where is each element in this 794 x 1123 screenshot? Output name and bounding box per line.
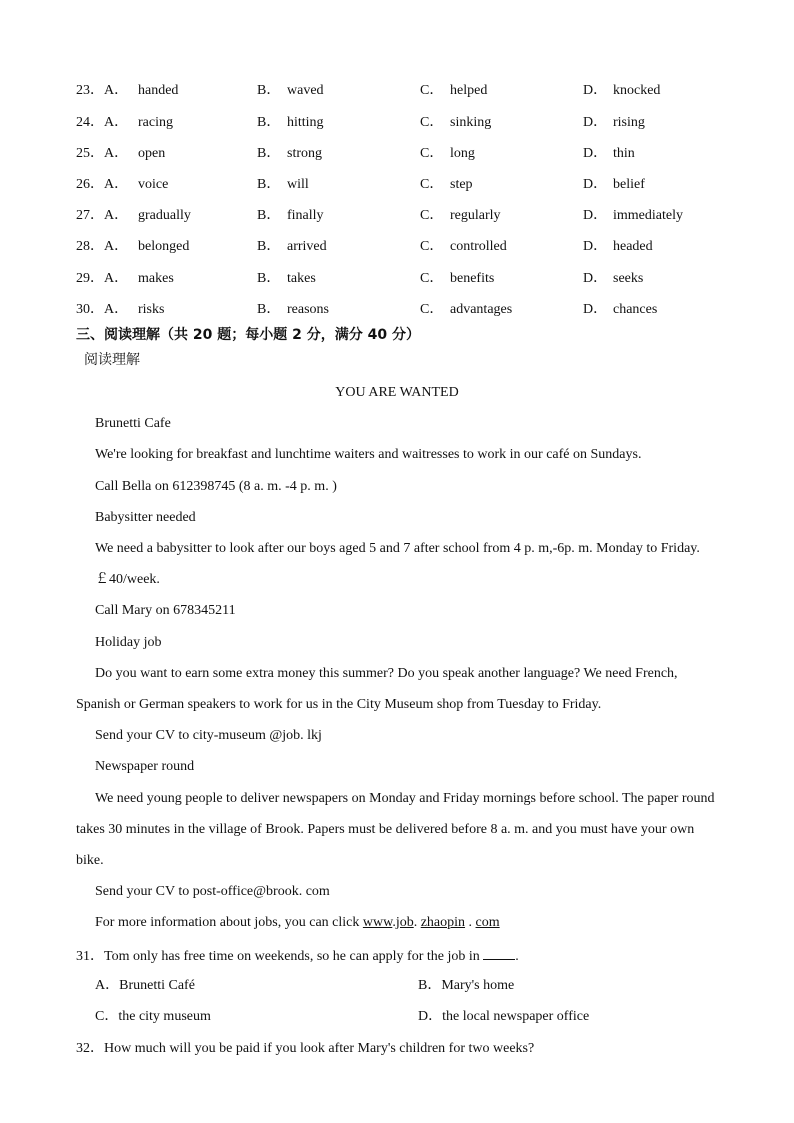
- option-b-label: B．: [257, 177, 281, 192]
- cloze-row: [0, 175, 794, 195]
- question-number: 29．: [76, 271, 104, 286]
- option-a-label: A．: [104, 302, 129, 317]
- option-b-text: will: [287, 177, 309, 192]
- option-b-text: hitting: [287, 115, 324, 130]
- ad2-contact: Call Mary on 678345211: [95, 603, 236, 618]
- option-b-text: strong: [287, 146, 322, 161]
- link-com[interactable]: com: [475, 915, 500, 930]
- option-b-text: arrived: [287, 239, 327, 254]
- option-b-label: B．: [257, 115, 281, 130]
- option-d-text: rising: [613, 115, 645, 130]
- option-b-label: B．: [257, 83, 281, 98]
- ad4-body-line1: We need young people to deliver newspapers on Monday and Friday mornings before school. The paper round: [95, 791, 715, 806]
- option-d-text: knocked: [613, 83, 661, 98]
- option-d-label: D．: [583, 115, 608, 130]
- ad4-contact: Send your CV to post-office@brook. com: [95, 884, 330, 899]
- option-c-text: regularly: [450, 208, 501, 223]
- question-32-stem: 32．How much will you be paid if you look after Mary's children for two weeks?: [76, 1041, 535, 1056]
- option-c-label: C．: [420, 115, 444, 130]
- option-a-text: risks: [138, 302, 165, 317]
- option-c-label: C．: [420, 271, 444, 286]
- option-a-label: A．: [104, 83, 129, 98]
- option-b-label: B．: [257, 271, 281, 286]
- answer-blank: [483, 945, 515, 960]
- question-31-stem-suffix: .: [515, 949, 519, 964]
- link-zhaopin[interactable]: zhaopin: [420, 915, 466, 930]
- option-d-label: D．: [583, 302, 608, 317]
- option-c-label: C．: [420, 302, 444, 317]
- ad4-body-line2: takes 30 minutes in the village of Brook. Papers must be delivered before 8 a. m. and you must have your own: [76, 822, 695, 837]
- ad3-contact: Send your CV to city-museum @job. lkj: [95, 728, 322, 743]
- ad4-body-line3: bike.: [76, 853, 104, 868]
- option-d-text: headed: [613, 239, 653, 254]
- ad3-body-line2: Spanish or German speakers to work for us in the City Museum shop from Tuesday to Friday.: [76, 697, 602, 712]
- option-d-label: D．: [583, 83, 608, 98]
- option-a-label: A．: [104, 271, 129, 286]
- ad1-body: We're looking for breakfast and lunchtime waiters and waitresses to work in our café on Sundays.: [95, 447, 642, 462]
- ad4-title: Newspaper round: [95, 759, 195, 774]
- cloze-row: [0, 81, 794, 101]
- option-c-label: C．: [420, 177, 444, 192]
- option-a-text: belonged: [138, 239, 190, 254]
- option-c-text: step: [450, 177, 473, 192]
- option-a-text: voice: [138, 177, 169, 192]
- option-a-text: racing: [138, 115, 173, 130]
- option-a-label: A．: [104, 239, 129, 254]
- cloze-row: [0, 113, 794, 133]
- cloze-row: [0, 206, 794, 226]
- question-number: 23．: [76, 83, 104, 98]
- cloze-row: [0, 144, 794, 164]
- option-d-text: immediately: [613, 208, 683, 223]
- option-d-label: D．: [583, 208, 608, 223]
- option-d-text: belief: [613, 177, 645, 192]
- option-c-label: C．: [420, 239, 444, 254]
- ad1-contact: Call Bella on 612398745 (8 a. m. -4 p. m. ): [95, 479, 337, 494]
- question-number: 26．: [76, 177, 104, 192]
- option-d-label: D．: [583, 239, 608, 254]
- question-31-option-a: A．Brunetti Café: [95, 978, 195, 993]
- cloze-row: [0, 269, 794, 289]
- question-number: 30．: [76, 302, 104, 317]
- option-d-label: D．: [583, 146, 608, 161]
- option-c-text: controlled: [450, 239, 507, 254]
- option-d-text: thin: [613, 146, 635, 161]
- option-a-label: A．: [104, 115, 129, 130]
- option-d-text: chances: [613, 302, 658, 317]
- option-a-label: A．: [104, 146, 129, 161]
- link-job[interactable]: job: [395, 915, 414, 930]
- question-number: 27．: [76, 208, 104, 223]
- ad1-title: Brunetti Cafe: [95, 416, 171, 431]
- option-a-label: A．: [104, 177, 129, 192]
- link-dot: .: [413, 915, 421, 930]
- option-c-text: sinking: [450, 115, 492, 130]
- option-d-label: D．: [583, 177, 608, 192]
- question-31-stem: [76, 945, 746, 967]
- cloze-row: [0, 300, 794, 320]
- cloze-row: [0, 237, 794, 257]
- option-b-label: B．: [257, 302, 281, 317]
- question-number: 24．: [76, 115, 104, 130]
- section-heading: 三、阅读理解（共 20 题；每小题 2 分，满分 40 分）: [76, 327, 420, 343]
- option-c-text: benefits: [450, 271, 495, 286]
- question-number: 28．: [76, 239, 104, 254]
- question-31-option-b: B．Mary's home: [418, 978, 515, 993]
- option-c-text: advantages: [450, 302, 513, 317]
- option-b-text: finally: [287, 208, 324, 223]
- option-b-label: B．: [257, 208, 281, 223]
- question-31-option-d: D．the local newspaper office: [418, 1009, 590, 1024]
- ad2-title: Babysitter needed: [95, 510, 196, 525]
- section-subheading: 阅读理解: [84, 353, 140, 368]
- option-d-label: D．: [583, 271, 608, 286]
- option-d-text: seeks: [613, 271, 644, 286]
- option-a-text: gradually: [138, 208, 191, 223]
- option-c-label: C．: [420, 146, 444, 161]
- option-a-text: makes: [138, 271, 174, 286]
- more-info-line: [95, 913, 765, 933]
- ad2-body: We need a babysitter to look after our boys aged 5 and 7 after school from 4 p. m,-6p. m. Monday to Friday.: [95, 541, 700, 556]
- question-31-option-c: C．the city museum: [95, 1009, 211, 1024]
- option-a-text: handed: [138, 83, 179, 98]
- option-b-label: B．: [257, 146, 281, 161]
- option-c-text: long: [450, 146, 475, 161]
- link-dot: .: [465, 915, 476, 930]
- option-b-text: reasons: [287, 302, 329, 317]
- option-a-label: A．: [104, 208, 129, 223]
- option-c-text: helped: [450, 83, 488, 98]
- option-c-label: C．: [420, 208, 444, 223]
- option-a-text: open: [138, 146, 166, 161]
- link-www[interactable]: www: [362, 915, 393, 930]
- ad3-title: Holiday job: [95, 635, 162, 650]
- option-b-label: B．: [257, 239, 281, 254]
- question-number: 25．: [76, 146, 104, 161]
- ad3-body-line1: Do you want to earn some extra money this summer? Do you speak another language? We need French,: [95, 666, 678, 681]
- option-b-text: waved: [287, 83, 324, 98]
- option-b-text: takes: [287, 271, 316, 286]
- option-c-label: C．: [420, 83, 444, 98]
- ad2-pay: ￡40/week.: [95, 572, 160, 587]
- passage-title: YOU ARE WANTED: [335, 385, 459, 400]
- link-dot: .: [392, 915, 396, 930]
- more-info-prefix: For more information about jobs, you can click: [95, 915, 363, 930]
- question-31-stem-prefix: 31．Tom only has free time on weekends, so he can apply for the job in: [76, 949, 484, 964]
